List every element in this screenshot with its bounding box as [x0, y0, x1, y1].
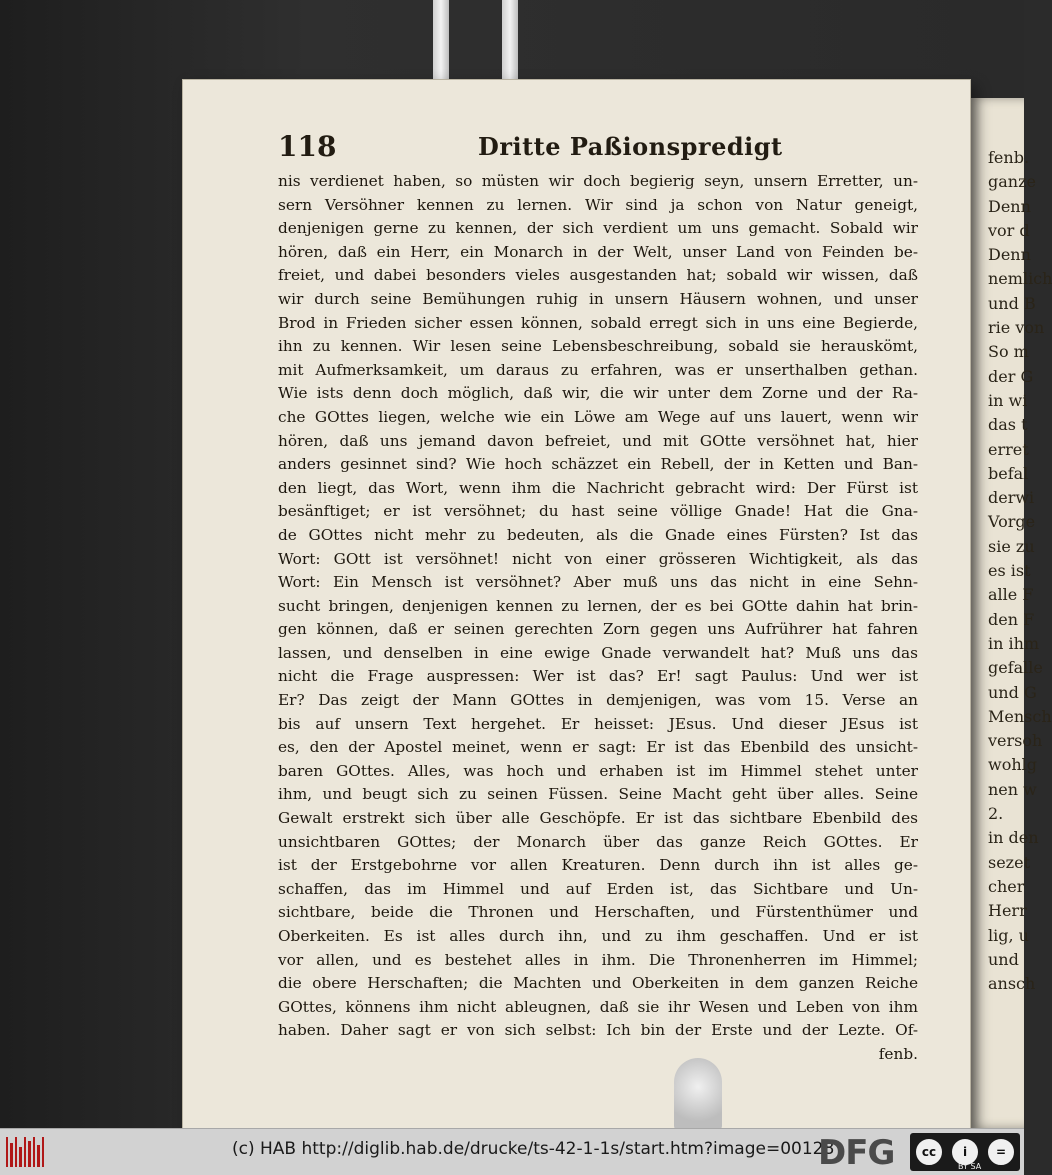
facing-page-fragment: versoh [988, 731, 1043, 751]
facing-page-fragment: lig, u [988, 925, 1029, 945]
running-head [278, 130, 918, 164]
book-page [183, 80, 970, 1132]
facing-page-fragment: in wi [988, 390, 1028, 410]
text-line: hören, daß uns jemand davon befreiet, und mit GOtte versöhnet hat, hier [278, 431, 918, 450]
facing-page-fragment: alle F [988, 585, 1034, 605]
page-number: 118 [278, 130, 337, 163]
facing-page-fragment: So m [988, 342, 1029, 362]
text-line: lassen, und denselben in eine ewige Gnade verwandelt hat? Muß uns das [278, 643, 918, 662]
text-line: Brod in Frieden sicher essen können, sobald erregt sich in uns eine Begierde, [278, 313, 918, 332]
text-line: ist der Erstgebohrne vor allen Kreaturen. Denn durch ihn ist alles ge- [278, 856, 918, 875]
facing-page-edge [968, 98, 1052, 1128]
text-line: fenb. [878, 1044, 918, 1063]
text-line: bis auf unsern Text hergehet. Er heisset: JEsus. Und dieser JEsus ist [278, 714, 918, 733]
facing-page-fragment: derwi [988, 488, 1035, 508]
facing-page-fragment: befal [988, 463, 1029, 483]
facing-page-fragment: in ihm [988, 633, 1040, 653]
facing-page-fragment: ganze [988, 172, 1036, 192]
text-line: hören, daß ein Herr, ein Monarch in der Welt, unser Land von Feinden be- [278, 242, 918, 261]
facing-page-fragment: ansch [988, 974, 1036, 994]
share-alike-icon: = [986, 1137, 1016, 1167]
body-text [278, 170, 918, 1067]
text-line: nis verdienet haben, so müsten wir doch begierig seyn, unsern Erretter, un- [278, 172, 918, 190]
source-link[interactable]: (c) HAB http://diglib.hab.de/drucke/ts-42-1-1s/start.htm?image=00128 [232, 1139, 835, 1159]
facing-page-fragment: rie von [988, 318, 1045, 338]
facing-page-fragment: es ist [988, 561, 1031, 581]
text-line: che GOttes liegen, welche wie ein Löwe am Wege auf uns lauert, wenn wir [278, 407, 918, 426]
facing-page-fragment: fenb. [988, 148, 1035, 167]
facing-page-fragment: cher [988, 876, 1025, 896]
hab-library-barcode-icon [6, 1137, 44, 1167]
text-line: mit Aufmerksamkeit, um daraus zu erfahren, was er unserthalben gethan. [278, 360, 918, 379]
facing-page-fragment: der G [988, 366, 1034, 386]
page-clip-bottom [674, 1058, 722, 1130]
text-line: Oberkeiten. Es ist alles durch ihn, und zu ihm geschaffen. Und er ist [278, 927, 918, 945]
running-head-title: Dritte Paßionspredigt [478, 132, 783, 161]
text-line: unsichtbaren GOttes; der Monarch über das ganze Reich GOttes. Er [278, 832, 918, 851]
facing-page-fragment: 2. [988, 804, 1004, 824]
facing-page-fragment: wohlg [988, 755, 1037, 775]
text-line: Er? Das zeigt der Mann GOttes in demjenigen, was vom 15. Verse an [278, 691, 918, 710]
license-labels: BY SA [958, 1162, 982, 1171]
facing-page-fragment: sie zu [988, 536, 1035, 556]
facing-page-fragment: Herr [988, 901, 1027, 921]
text-line: Wort: Ein Mensch ist versöhnet? Aber muß uns das nicht in eine Sehn- [278, 573, 918, 592]
text-line: den liegt, das Wort, wenn ihm die Nachricht gebracht wird: Der Fürst ist [278, 478, 918, 497]
text-line: anders gesinnet sind? Wie hoch schäzzet ein Rebell, der in Ketten und Ban- [278, 455, 918, 474]
text-line: ihn zu kennen. Wir lesen seine Lebensbeschreibung, sobald sie herauskömt, [278, 337, 918, 356]
facing-page-fragments [968, 98, 1052, 996]
text-line: Wort: GOtt ist versöhnet! nicht von einer grösseren Wichtigkeit, als das [278, 549, 918, 568]
text-line: gen können, daß er seinen gerechten Zorn gegen uns Aufrührer hat fahren [278, 620, 918, 639]
footer-bar [0, 1128, 1024, 1175]
facing-page-fragment: und G [988, 682, 1037, 702]
text-line: denjenigen gerne zu kennen, der sich verdient um uns gemacht. Sobald wir [278, 219, 918, 238]
text-line: sucht bringen, denjenigen kennen zu lernen, der es bei GOtte dahin hat brin- [278, 596, 918, 615]
text-line: baren GOttes. Alles, was hoch und erhaben ist im Himmel stehet unter [278, 761, 918, 780]
text-line: de GOttes nicht mehr zu bedeuten, als die Gnade eines Fürsten? Ist das [278, 525, 918, 544]
text-line: sern Versöhner kennen zu lernen. Wir sind ja schon von Natur geneigt, [278, 195, 918, 214]
facing-page-fragment: den F [988, 609, 1035, 629]
text-line: besänftiget; er ist versöhnet; du hast seine völlige Gnade! Hat die Gna- [278, 502, 918, 521]
facing-page-fragment: Denn [988, 245, 1031, 265]
text-line: sichtbare, beide die Thronen und Herschaften, und Fürstenthümer und [278, 903, 918, 922]
facing-page-fragment: sezet [988, 852, 1031, 872]
text-line: haben. Daher sagt er von sich selbst: Ich bin der Erste und der Lezte. Of- [278, 1021, 918, 1040]
text-line: wir durch seine Bemühungen ruhig in unsern Häusern wohnen, und unser [278, 289, 918, 308]
text-line: nicht die Frage auspressen: Wer ist das? Er! sagt Paulus: Und wer ist [278, 667, 918, 686]
attribution-icon: i [950, 1137, 980, 1167]
facing-page-fragment: nemlich [988, 269, 1052, 289]
facing-page-fragment: vor d [988, 220, 1030, 240]
facing-page-fragment: und [988, 949, 1019, 969]
text-line: vor allen, und es bestehet alles in ihm. Die Thronenherren im Himmel; [278, 950, 918, 969]
text-line: schaffen, das im Himmel und auf Erden ist, das Sichtbare und Un- [278, 879, 918, 898]
text-line: Wie ists denn doch möglich, daß wir, die wir unter dem Zorne und der Ra- [278, 384, 918, 403]
text-line: Gewalt erstrekt sich über alle Geschöpfe. Er ist das sichtbare Ebenbild des [278, 809, 918, 828]
facing-page-fragment: Mensch [988, 706, 1052, 726]
text-line: freiet, und dabei besonders vieles ausgestanden hat; sobald wir wissen, daß [278, 266, 918, 285]
page-clip-left [433, 0, 449, 92]
dfg-logo: DFG [818, 1133, 895, 1173]
text-line: es, den der Apostel meinet, wenn er sagt: Er ist das Ebenbild des unsicht- [278, 738, 918, 757]
facing-page-fragment: nen w [988, 779, 1037, 799]
facing-page-fragment: und B [988, 293, 1036, 313]
facing-page-fragment: Vorge [988, 512, 1036, 532]
text-line: GOttes, könnens ihm nicht ableugnen, daß sie ihr Wesen und Leben von ihm [278, 997, 918, 1016]
cc-icon: cc [914, 1137, 944, 1167]
facing-page-fragment: gefalle [988, 658, 1043, 678]
facing-page-fragment: in den [988, 828, 1039, 848]
facing-page-fragment: erret [988, 439, 1029, 459]
facing-page-fragment: Denn [988, 196, 1031, 216]
facing-page-fragment: das t [988, 415, 1028, 435]
text-line: ihm, und beugt sich zu seinen Füssen. Seine Macht geht über alles. Seine [278, 785, 918, 804]
page-clip-right [502, 0, 518, 92]
text-line: die obere Herschaften; die Machten und Oberkeiten in dem ganzen Reiche [278, 974, 918, 993]
